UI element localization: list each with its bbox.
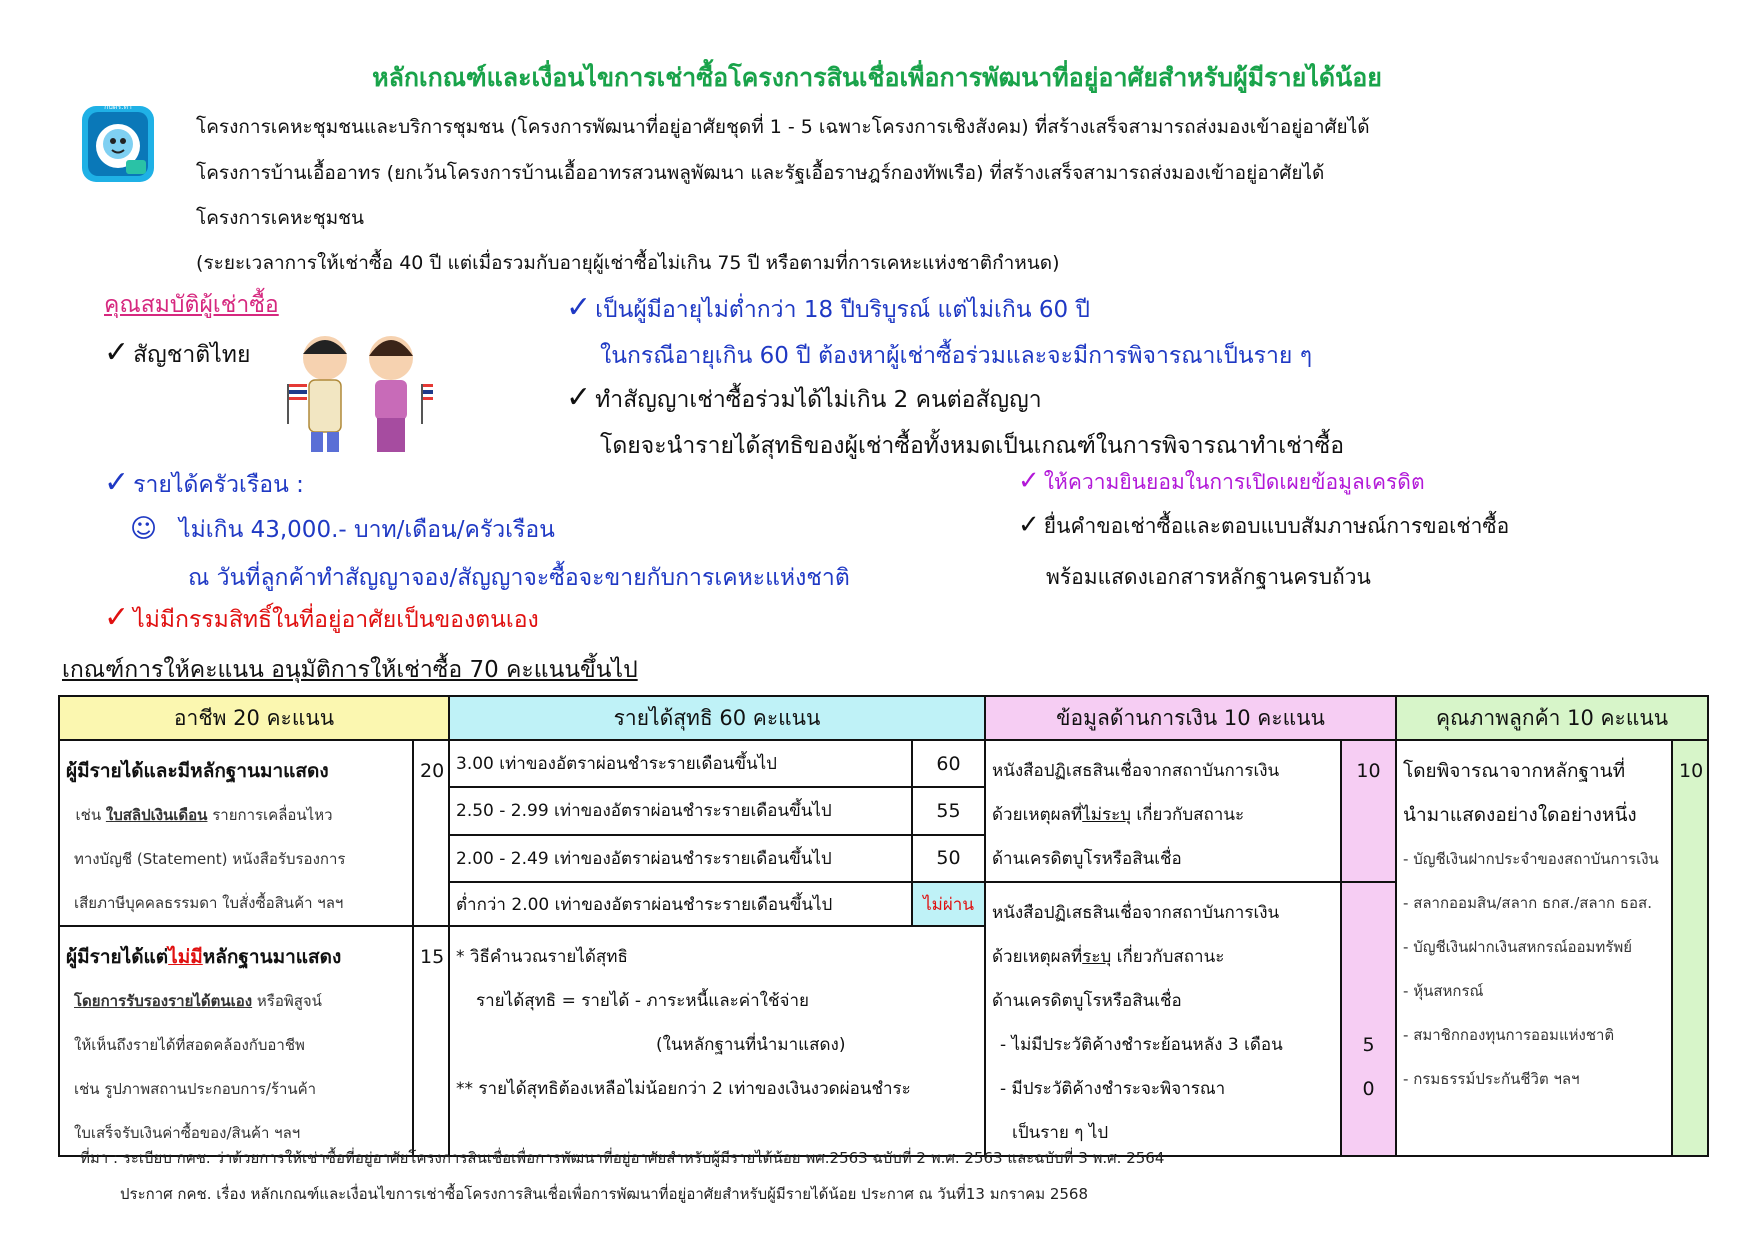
nationality-label: สัญชาติไทย [133,342,251,368]
source-note-line-2: ประกาศ กคช. เรื่อง หลักเกณฑ์และเงื่อนไขการเช่าซื้อโครงการสินเชื่อเพื่อการพัฒนาที่อยู่อาศัยสำหรับผู้มีรายได้น้อย ประกาศ ณ วันที่13 มกราคม 2568 [120,1185,1089,1203]
occupation-without-proof-line-1-underlined: โดยการรับรองรายได้ตนเอง [74,992,253,1010]
finance-no-reason-cell [985,740,1341,882]
table-row [59,740,1708,787]
finance-with-reason-line-2-pre: ด้วยเหตุผลที่ [992,947,1083,967]
occupation-without-proof-line-4: ใบเสร็จรับเงินค่าซื้อของ/สินค้า ฯลฯ [74,1124,301,1142]
finance-with-reason-cell [985,882,1341,1156]
occupation-with-proof-line-1-post: รายการเคลื่อนไหว [207,806,333,824]
project-period-note: (ระยะเวลาการให้เช่าซื้อ 40 ปี แต่เมื่อรวมกับอายุผู้เช่าซื้อไม่เกิน 75 ปี หรือตามที่การเคหะแห่งชาติกำหนด) [196,252,1060,274]
customer-quality-item-4: - หุ้นสหกรณ์ [1403,982,1484,1000]
page-title: หลักเกณฑ์และเงื่อนไขการเช่าซื้อโครงการสินเชื่อเพื่อการพัฒนาที่อยู่อาศัยสำหรับผู้มีรายได้น้อย [372,63,1382,92]
finance-with-reason-line-1: หนังสือปฏิเสธสินเชื่อจากสถาบันการเงิน [992,903,1280,923]
income-row-2-label: 2.50 - 2.99 เท่าของอัตราผ่อนชำระรายเดือนขึ้นไป [449,787,912,834]
application-note: พร้อมแสดงเอกสารหลักฐานครบถ้วน [1046,565,1371,589]
net-income-calc-note: (ในหลักฐานที่นำมาแสดง) [656,1035,846,1055]
logo-mascot-icon [80,100,156,186]
finance-no-reason-line-2-underlined: ไม่ระบุ [1082,805,1132,825]
occupation-without-proof-line-2: ให้เห็นถึงรายได้ที่สอดคล้องกับอาชีพ [74,1036,305,1054]
customer-quality-item-6: - กรมธรรม์ประกันชีวิต ฯลฯ [1403,1070,1580,1088]
svg-text:กับดร.ทำ: กับดร.ทำ [104,103,132,111]
finance-with-reason-spacer-1 [1348,891,1389,935]
occupation-without-proof-points: 15 [413,926,449,1156]
income-limit [130,512,555,548]
finance-with-reason-line-4: - ไม่มีประวัติค้างชำระย้อนหลัง 3 เดือน [1000,1035,1283,1055]
finance-with-reason-spacer-2 [1348,935,1389,979]
finance-with-reason-points-cell [1341,882,1396,1156]
net-income-calc-rule: ** รายได้สุทธิต้องเหลือไม่น้อยกว่า 2 เท่าของเงินงวดผ่อนชำระ [456,1079,911,1099]
net-income-header: รายได้สุทธิ 60 คะแนน [449,696,985,740]
occupation-with-proof-cell [59,740,413,926]
customer-quality-header: คุณภาพลูกค้า 10 คะแนน [1396,696,1708,740]
finance-with-reason-line-2 [992,935,1334,979]
application-requirement [1018,510,1509,543]
age-requirement [566,290,1090,328]
finance-with-reason-line-3: ด้านเครดิตบูโรหรือสินเชื่อ [992,991,1182,1011]
customer-quality-item-5: - สมาชิกกองทุนการออมแห่งชาติ [1403,1026,1615,1044]
customer-quality-line-2: นำมาแสดงอย่างใดอย่างหนึ่ง [1403,804,1637,826]
application-label: ยื่นคำขอเช่าซื้อและตอบแบบสัมภาษณ์การขอเช่าซื้อ [1043,514,1510,538]
occupation-header: อาชีพ 20 คะแนน [59,696,449,740]
occupation-without-proof-cell [59,926,413,1156]
net-income-calc-title: * วิธีคำนวณรายได้สุทธิ [456,947,628,967]
check-icon: ✓ [104,335,130,370]
financial-info-header: ข้อมูลด้านการเงิน 10 คะแนน [985,696,1396,740]
co-buyer-label: ทำสัญญาเช่าซื้อร่วมได้ไม่เกิน 2 คนต่อสัญญา [595,387,1042,413]
occupation-with-proof-title: ผู้มีรายได้และมีหลักฐานมาแสดง [66,760,329,782]
occupation-without-proof-title-red: ไม่มี [168,946,203,968]
co-buyer-requirement [566,380,1042,418]
finance-with-reason-spacer-3 [1348,979,1389,1023]
finance-no-reason-line-2 [992,793,1334,837]
age-label: เป็นผู้มีอายุไม่ต่ำกว่า 18 ปีบริบูรณ์ แต่ไม่เกิน 60 ปี [595,297,1091,323]
occupation-with-proof-points: 20 [413,740,449,926]
occupation-with-proof-line-1-underlined: ใบสลิปเงินเดือน [105,806,208,824]
no-ownership-label: ไม่มีกรรมสิทธิ์ในที่อยู่อาศัยเป็นของตนเอง [133,607,539,633]
check-icon: ✓ [566,380,592,415]
customer-quality-item-3: - บัญชีเงินฝากเงินสหกรณ์ออมทรัพย์ [1403,938,1633,956]
finance-with-reason-line-2-post: เกี่ยวกับสถานะ [1111,947,1225,967]
occupation-without-proof-line-3: เช่น รูปภาพสถานประกอบการ/ร้านค้า [74,1080,317,1098]
check-icon: ✓ [104,600,130,635]
finance-with-reason-line-6: เป็นราย ๆ ไป [1012,1123,1109,1143]
finance-no-reason-line-2-post: เกี่ยวกับสถานะ [1131,805,1245,825]
net-income-calc-cell [449,926,985,1156]
finance-no-reason-line-2-pre: ด้วยเหตุผลที่ [992,805,1083,825]
project-line-3: โครงการเคหะชุมชน [196,207,365,229]
finance-with-reason-points-5: 5 [1362,1034,1375,1056]
check-icon: ✓ [566,290,592,325]
occupation-without-proof-line-1 [66,979,406,1023]
income-heading-label: รายได้ครัวเรือน : [133,472,304,498]
income-row-2-points: 55 [912,787,985,834]
age-note: ในกรณีอายุเกิน 60 ปี ต้องหาผู้เช่าซื้อร่วมและจะมีการพิจารณาเป็นราย ๆ [600,343,1313,369]
finance-with-reason-line-5: - มีประวัติค้างชำระจะพิจารณา [1000,1079,1226,1099]
credit-consent-label: ให้ความยินยอมในการเปิดเผยข้อมูลเครดิต [1043,470,1425,494]
income-row-3-points: 50 [912,835,985,882]
income-row-3-label: 2.00 - 2.49 เท่าของอัตราผ่อนชำระรายเดือนขึ้นไป [449,835,912,882]
co-buyer-note: โดยจะนำรายได้สุทธิของผู้เช่าซื้อทั้งหมดเป็นเกณฑ์ในการพิจารณาทำเช่าซื้อ [600,433,1345,459]
scoring-table [58,695,1709,1157]
occupation-without-proof-line-1-post: หรือพิสูจน์ [252,992,322,1010]
nationality-item [104,335,250,373]
income-row-1-label: 3.00 เท่าของอัตราผ่อนชำระรายเดือนขึ้นไป [449,740,912,787]
occupation-without-proof-title-pre: ผู้มีรายได้แต่ [66,946,169,968]
project-line-1: โครงการเคหะชุมชนและบริการชุมชน (โครงการพัฒนาที่อยู่อาศัยชุดที่ 1 - 5 เฉพาะโครงการเชิงสังคม) ที่สร้างเสร็จสามารถส่งมองเข้าอยู่อาศัยได้ [196,116,1370,138]
check-icon: ✓ [1018,510,1040,540]
check-icon: ✓ [104,465,130,500]
customer-quality-item-1: - บัญชีเงินฝากประจำของสถาบันการเงิน [1403,850,1659,868]
income-row-4-points: ไม่ผ่าน [912,882,985,926]
income-date: ณ วันที่ลูกค้าทำสัญญาจอง/สัญญาจะซื้อจะขายกับการเคหะแห่งชาติ [188,565,850,591]
finance-no-reason-line-1: หนังสือปฏิเสธสินเชื่อจากสถาบันการเงิน [992,761,1280,781]
finance-no-reason-points: 10 [1341,740,1396,882]
thai-children-illustration-icon [283,330,433,456]
occupation-with-proof-line-2: ทางบัญชี (Statement) หนังสือรับรองการ [74,850,346,868]
income-heading [104,465,304,503]
net-income-calc-formula: รายได้สุทธิ = รายได้ - ภาระหนี้และค่าใช้จ่าย [476,991,809,1011]
source-note-line-1: ที่มา : ระเบียบ กคช. ว่าด้วยการให้เช่าซื้อที่อยู่อาศัยโครงการสินเชื่อเพื่อการพัฒนาที่อยู่อาศัยสำหรับผู้มีรายได้น้อย พศ.2563 ฉบับที่ 2 พ.ศ. 2563 และฉบับที่ 3 พ.ศ. 2564 [80,1149,1165,1167]
credit-consent-requirement [1018,466,1425,499]
income-limit-label: ไม่เกิน 43,000.- บาท/เดือน/ครัวเรือน [179,517,555,543]
occupation-with-proof-line-1-pre: เช่น [75,806,106,824]
finance-with-reason-points-0: 0 [1362,1078,1375,1100]
income-row-4-label: ต่ำกว่า 2.00 เท่าของอัตราผ่อนชำระรายเดือนขึ้นไป [449,882,912,926]
finance-no-reason-line-3: ด้านเครดิตบูโรหรือสินเชื่อ [992,849,1182,869]
scoring-criteria-title: เกณฑ์การให้คะแนน อนุมัติการให้เช่าซื้อ 70 คะแนนขึ้นไป [62,657,638,683]
customer-quality-item-2: - สลากออมสิน/สลาก ธกส./สลาก ธอส. [1403,894,1652,912]
occupation-with-proof-line-1 [66,793,406,837]
occupation-without-proof-title [66,935,406,979]
customer-quality-line-1: โดยพิจารณาจากหลักฐานที่ [1403,760,1626,782]
occupation-with-proof-line-3: เสียภาษีบุคคลธรรมดา ใบสั่งซื้อสินค้า ฯลฯ [74,894,344,912]
smiley-icon: ☺ [130,514,158,544]
income-row-1-points: 60 [912,740,985,787]
project-line-2: โครงการบ้านเอื้ออาทร (ยกเว้นโครงการบ้านเอื้ออาทรสวนพลูพัฒนา และรัฐเอื้อราษฎร์กองทัพเรือ) ที่สร้างเสร็จสามารถส่งมองเข้าอยู่อาศัยได้ [196,162,1325,184]
scoring-header-row [59,696,1708,740]
finance-with-reason-line-2-underlined: ระบุ [1082,947,1112,967]
no-ownership-requirement [104,600,539,638]
customer-quality-cell [1396,740,1672,1156]
check-icon: ✓ [1018,466,1040,496]
customer-quality-points: 10 [1672,740,1708,1156]
qualifications-heading: คุณสมบัติผู้เช่าซื้อ [104,292,279,318]
occupation-without-proof-title-post: หลักฐานมาแสดง [202,946,342,968]
